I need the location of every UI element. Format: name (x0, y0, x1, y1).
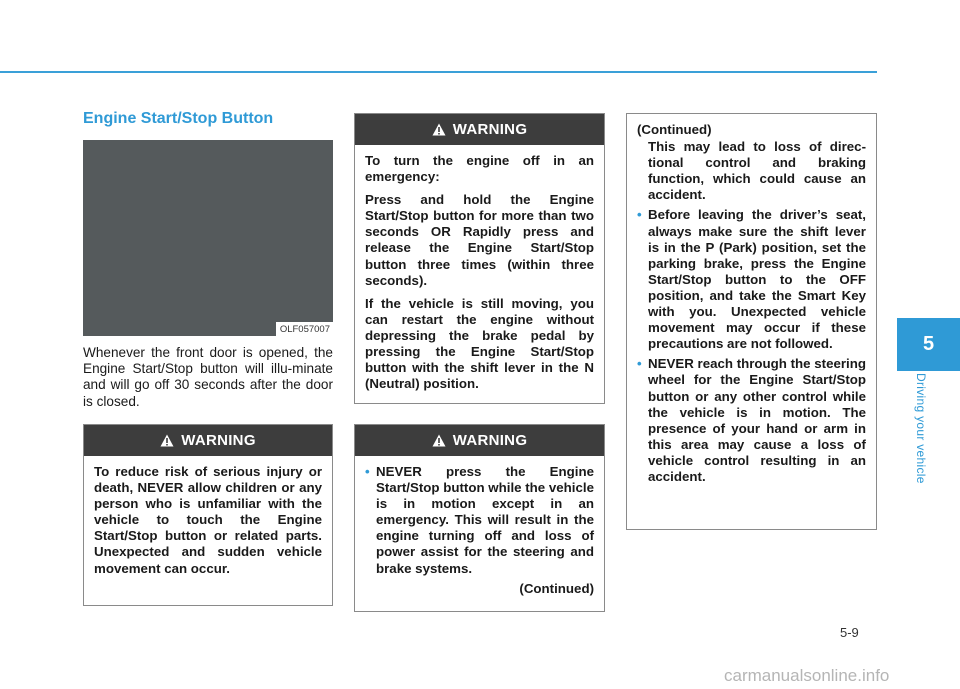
warning-box-never-press (354, 424, 605, 612)
warning-header (355, 114, 604, 145)
bullet: • (637, 207, 642, 223)
continued-heading: (Continued) (637, 122, 712, 137)
warning-body (355, 145, 604, 400)
bullet-text: NEVER reach through the steering wheel for the Engine Start/Stop button or any other control while the vehicle is in motion. The presence of your hand or arm in this area may cause a loss of vehicle control resulting in an accident. (648, 356, 866, 484)
bullet: • (637, 356, 642, 372)
warning-box-emergency-off (354, 113, 605, 404)
section-title: Engine Start/Stop Button (83, 110, 274, 127)
chapter-label: Driving your vehicle (914, 373, 928, 484)
continued-text: This may lead to loss of direc-tional control and braking function, which could cause an accident. (648, 139, 866, 203)
image-code: OLF057007 (276, 322, 333, 336)
warning-triangle-icon (432, 123, 446, 136)
warning-box-continued (626, 113, 877, 530)
warning-body (627, 114, 876, 497)
engine-start-button-photo (83, 140, 333, 336)
warning-text: To reduce risk of serious injury or death, NEVER allow children or any person who is unfamiliar with the vehicle to touch the Engine Start/Stop button or related parts. Unexpected and sudden vehicle movement can occur. (94, 464, 322, 576)
warning-label: WARNING (452, 121, 528, 138)
list-item (637, 207, 866, 352)
warning-body (355, 456, 604, 605)
warning-header (84, 425, 332, 456)
warning-text-1: To turn the engine off in an emergency: (365, 153, 594, 185)
bullet-text: Before leaving the driver’s seat, always make sure the shift lever is in the P (Park) position, set the parking brake, press the Engine Start/Stop button to the OFF position, and take the Smart Key with you. Unexpected vehicle movement may occur if these precautions are not followed. (648, 207, 866, 352)
intro-paragraph: Whenever the front door is opened, the Engine Start/Stop button will illu-minate and will go off 30 seconds after the door is closed. (83, 345, 333, 409)
warning-triangle-icon (160, 434, 174, 447)
bullet: • (365, 464, 370, 479)
list-item (637, 356, 866, 485)
warning-box-children (83, 424, 333, 606)
warning-label: WARNING (181, 432, 256, 449)
continued-label: (Continued) (519, 580, 594, 596)
chapter-tab: 5 (897, 318, 960, 371)
warning-triangle-icon (432, 434, 446, 447)
warning-label: WARNING (452, 432, 528, 449)
warning-header (355, 425, 604, 456)
watermark: carmanualsonline.info (724, 666, 890, 685)
warning-body (84, 456, 332, 585)
list-item (365, 464, 594, 577)
page-number: 5-9 (840, 625, 859, 640)
top-rule (0, 71, 877, 73)
warning-text-2: Press and hold the Engine Start/Stop button for more than two seconds OR Rapidly press and release the Engine Start/Stop button three times (within three seconds). (365, 192, 594, 288)
bullet-text: NEVER press the Engine Start/Stop button while the vehicle is in motion except in an emergency. This will result in the engine turning off and loss of power assist for the steering and brake systems. (376, 464, 594, 576)
warning-text-3: If the vehicle is still moving, you can restart the engine without depressing the brake pedal by pressing the Engine Start/Stop button with the shift lever in the N (Neutral) position. (365, 295, 594, 392)
